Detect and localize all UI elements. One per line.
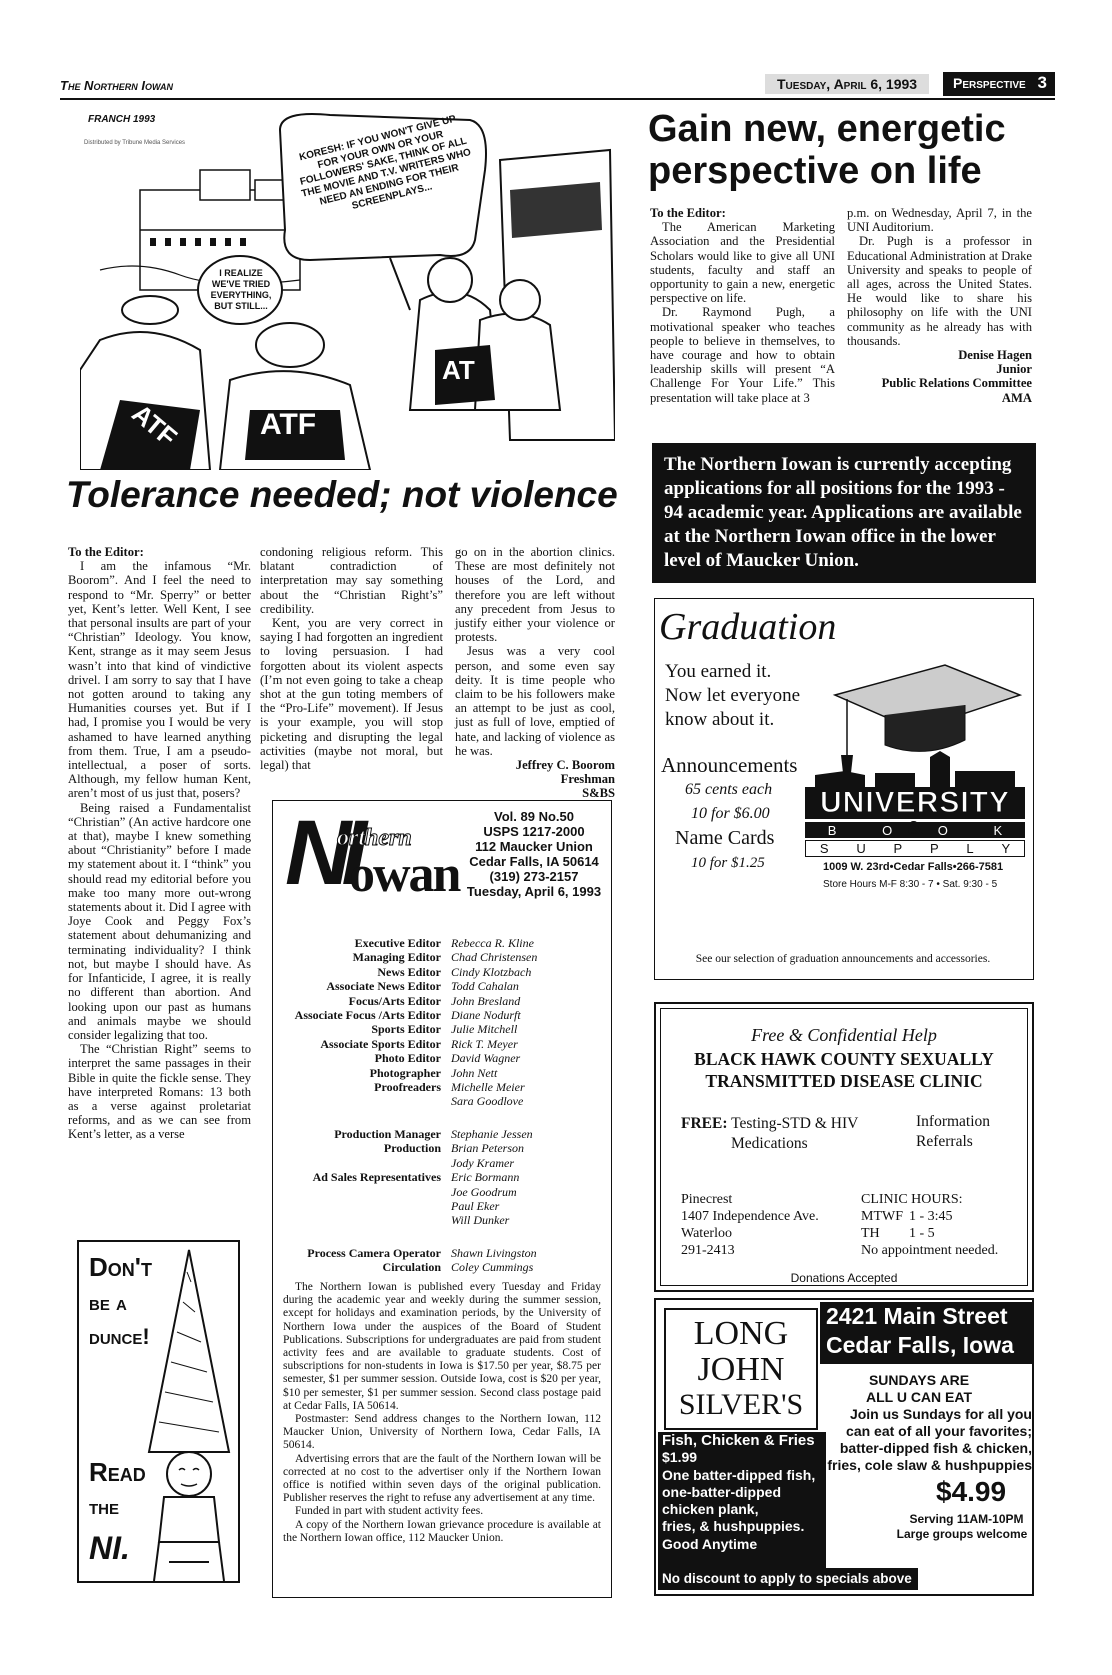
announcement-price-2: 10 for $6.00 [691,805,770,822]
signature-name: Jeffrey C. Boorom [515,758,615,773]
staff-row [273,1156,611,1170]
header-date: Tuesday, April 6, 1993 [765,74,929,94]
staff-role: Associate Focus /Arts Editor [294,1008,441,1023]
staff-name: Sara Goodlove [451,1094,524,1109]
masthead-date: Tuesday, April 6, 1993 [466,884,602,899]
dunce-line-2: be a [89,1290,127,1315]
cartoon-credit: Distributed by Tribune Media Services [84,140,186,146]
ljs-sundays-line: SUNDAYS ARE [868,1372,970,1388]
staff-row [273,1199,611,1213]
tolerance-para: condoning religious reform. This blatant contradiction of interpretation may say something about the “Christian Right’s” credibility. [260,545,443,616]
perspective-col-1 [650,206,835,405]
staff-row [273,994,611,1008]
tolerance-para: I am the infamous “Mr. Boorom”. And I feel the need to respond to “Mr. Sperry” or better yet, Kent’s letter. Well Kent, I see that personal insults are part of your “Christian” Ideology. You know, Kent, strange as it may seem Jesus wasn’t into that kind of vindictive drivel. I am sorry to say that I have not gotten around to taking any Humanities courses yet. But if I had, I promise you I would be very ashamed to have learned anything from them. True, I am a pseudo-intellectual, a poser of sorts. Although, my fellow human Kent, aren’t most of us just that, posers? [68,559,251,801]
supply-row [805,840,1025,857]
staff-role: Photo Editor [374,1051,441,1066]
staff-row [273,1066,611,1080]
announcement-price-1: 65 cents each [685,781,773,798]
staff-row [273,1008,611,1022]
staff-row [273,1170,611,1184]
staff-role: Executive Editor [354,936,441,950]
ljs-promo-line: Good Anytime [662,1535,758,1552]
editorial-cartoon [80,110,615,470]
masthead-city: Cedar Falls, IA 50614 [469,854,599,869]
ljs-promo-line: fries, & hushpuppies. [662,1518,805,1535]
clinic-info-1: Information [916,1113,991,1130]
clinic-hours-title: CLINIC HOURS: [861,1192,963,1207]
cartoon-balloon-1: KORESH: IF YOU WON'T GIVE UP FOR YOUR OWN OR YOUR FOLLOWERS' SAKE, THINK OF ALL THE MOVIE AND T.V. WRITERS WHO NEED AN ENDING FOR THEIR SCREENPLAYS... [298,113,473,212]
book-letter: B [827,822,837,838]
clinic-hours-note: No appointment needed. [861,1243,999,1258]
ljs-promo-line: One batter-dipped fish, [662,1466,816,1483]
university-logo [805,787,1025,855]
ljs-groups: Large groups welcome [896,1527,1028,1541]
staff-name: Cindy Klotzbach [451,964,532,979]
perspective-para: The American Marketing Association and the Presidential Scholars would like to give all UNI students, faculty and staff an opportunity to gain a new, energetic perspective on life. [650,220,835,306]
clinic-title-1: BLACK HAWK COUNTY SEXUALLY [694,1049,994,1069]
staff-role: Sports Editor [371,1022,441,1037]
ljs-sundays-line: ALL U CAN EAT [865,1389,973,1405]
staff-name: Coley Cummings [451,1260,534,1275]
tolerance-signature [455,758,615,801]
staff-role: Process Camera Operator [307,1245,441,1260]
signature-year: Freshman [560,772,615,787]
clinic-hours-row [861,1208,998,1225]
masthead-usps: USPS 1217-2000 [483,824,585,839]
university-hours: Store Hours M-F 8:30 - 7 • Sat. 9:30 - 5 [823,879,998,890]
ljs-promo-line: one-batter-dipped [662,1483,781,1500]
staff-role [273,1156,451,1170]
university-address: 1009 W. 23rd•Cedar Falls•266-7581 [823,861,1004,873]
masthead-vol: Vol. 89 No.50 [494,809,574,824]
dunce-line-1: Don't [89,1252,152,1282]
clinic-ad [654,1002,1034,1292]
book-letter: K [993,822,1003,838]
clinic-info-2: Referrals [916,1133,973,1150]
staff-row [273,1141,611,1155]
clinic-addr-line: Waterloo [681,1226,732,1241]
tolerance-para: Being raised a Fundamentalist “Christian” (An active hardcore one at that), maybe I knew something about “Christianity” before I made my statement about it. I “think” you should read my editorial before you make too many more out-wrong statements about it. Did I agree with Joye Cook and Peggy Fox’s statement about dehumanizing and terminating individuality? I think not, but maybe I should have. As for Infanticide, I agree, it is really no different than abortion. And looking upon our past as humans and animals maybe we should consider legalizing that too. [68,800,251,1042]
staff-row [273,1246,611,1260]
staff-name: Jody Kramer [451,1155,514,1170]
ljs-join-line: can eat of all your favorites; [846,1423,1032,1439]
staff-row [273,1051,611,1065]
tolerance-para: go on in the abortion clinics. These are most definitely not houses of the Lord, and therefore you are left without any precedent from Jesus to justify either your violence or protests. [455,545,615,645]
staff-row [273,1022,611,1036]
staff-row [273,965,611,979]
staff-name: Diane Nodurft [451,1008,521,1023]
policy-para: The Northern Iowan is published every Tuesday and Friday during the academic year and weekly during the summer session, except for holidays and examination periods, by the University of Northern Iowa under the auspices of the Board of Student Publications. Subscriptions for undergraduates are paid from student activity fees and are available to graduate students. Cost of subscriptions for non-students in Iowa is $17.50 per year, $8.75 per semester, $1 per summer session. Outside Iowa, cost is $20 per year, $10 per semester, $1 per summer session. Second class postage paid at Cedar Falls, IA 50614. [283,1281,601,1412]
staff-name: Julie Mitchell [451,1022,518,1037]
dunce-line-6: NI. [89,1530,130,1566]
campus-skyline-icon [805,751,1025,791]
staff-row [273,1094,611,1108]
page-header [60,70,1055,100]
book-letter: O [882,822,893,838]
policy-para: A copy of the Northern Iowan grievance procedure is available at the Northern Iowan office, 112 Maucker Union. [283,1518,601,1544]
clinic-hours-time: 1 - 3:45 [909,1209,953,1224]
staff-name: Rick T. Meyer [451,1036,518,1051]
signature-committee: Public Relations Committee [881,376,1032,391]
clinic-phone: 291-2413 [681,1243,735,1258]
clinic-free [681,1115,858,1133]
perspective-para: Dr. Raymond Pugh, a motivational speaker who teaches people to believe in themselves, to have courage and how to obtain leadership skills will present “A Challenge For Your Life.” This presentation will take place at 3 [650,305,835,405]
staff-name: Rebecca R. Kline [451,936,534,950]
policy-para: Advertising errors that are the fault of the Northern Iowan will be corrected at no cost to the advertiser only if the Northern Iowan office is notified within seven days of the original publication. Publisher reserves the right to refuse any advertisement at any time. [283,1452,601,1505]
staff-role [273,1185,451,1199]
tolerance-col-2 [260,545,443,772]
ljs-street: 2421 Main Street [826,1303,1008,1329]
staff-name: Stephanie Jessen [451,1126,533,1141]
staff-row [273,1127,611,1141]
graduation-line-3: know about it. [665,709,775,730]
staff-role [273,1094,451,1108]
staff-name: Shawn Livingston [451,1245,537,1260]
staff-name: Will Dunker [451,1213,510,1228]
supply-letter: Y [1001,841,1011,856]
ni-notice-text: The Northern Iowan is currently accepting applications for all positions for the 1993 - 94 academic year. Applications are available at the Northern Iowan office in the lower level of Maucker Union. [664,454,1022,571]
ljs-logo-line: SILVER'S [678,1388,804,1421]
policy-para: Postmaster: Send address changes to the Northern Iowan, 112 Maucker Union, University of Northern Iowa, Cedar Falls, IA 50614. [283,1413,601,1452]
staff-row [273,1213,611,1227]
masthead-phone: (319) 273-2157 [489,869,579,884]
staff-name: John Bresland [451,993,521,1008]
staff-name: Michelle Meier [451,1080,525,1095]
staff-role: Production Manager [334,1126,441,1141]
page-number: 3 [1037,73,1047,92]
ljs-address [820,1302,1032,1364]
ljs-promo-footer: No discount to apply to specials above [658,1568,918,1590]
staff-role: Focus/Arts Editor [348,993,441,1008]
cartoon-vest-atf-left: ATF [126,397,183,453]
ljs-price: $4.99 [936,1476,1007,1507]
staff-role: Ad Sales Representatives [312,1170,441,1185]
tolerance-para: The “Christian Right” seems to interpret the same passages in their Bible in quite the fickle sense. They have interpreted Romans: 13 both as a verse against proletariat reforms, and as we can see from Kent’s letter, as a verse [68,1042,251,1142]
cartoon-signature: FRANCH 1993 [88,114,156,125]
staff-role: Circulation [382,1260,441,1275]
staff-role: News Editor [377,964,441,979]
masthead-info [459,809,609,899]
cartoon-vest-atf: ATF [260,408,317,441]
name-cards-label: Name Cards [675,827,775,849]
ljs-ad [654,1298,1034,1596]
dunce-line-4: Read [89,1457,146,1487]
clinic-free-line-1: Testing-STD & HIV [731,1115,859,1132]
section-label [943,72,1055,96]
supply-letter: S [819,841,829,856]
section-name: Perspective [953,75,1026,91]
staff-row [273,1080,611,1094]
clinic-free-label: FREE: [681,1115,728,1132]
book-letter: O [937,822,948,838]
staff-name: Paul Eker [451,1198,500,1213]
staff-role: Associate Sports Editor [320,1036,441,1051]
staff-row [273,950,611,964]
graduation-title: Graduation [659,606,837,648]
ljs-promo [658,1432,826,1568]
staff-role [273,1199,451,1213]
ampersand: & [907,817,924,839]
clinic-hours-day: TH [861,1226,880,1241]
ljs-join-line: fries, cole slaw & hushpuppies [827,1457,1032,1473]
dunce-line-3: dunce! [89,1324,150,1349]
staff-name: Chad Christensen [451,950,538,965]
perspective-col-2 [847,206,1032,405]
staff-name: David Wagner [451,1051,521,1066]
clinic-tagline: Free & Confidential Help [751,1025,937,1045]
announcements-label: Announcements [661,753,798,777]
ljs-logo-line: LONG [693,1315,789,1352]
staff-name: Brian Peterson [451,1141,524,1156]
perspective-signature [847,348,1032,405]
dunce-line-5: the [89,1494,119,1519]
clinic-hours-day: MTWF [861,1209,903,1224]
tolerance-col-1 [68,545,251,1142]
cartoon-vest-at: AT [442,355,475,385]
graduation-footer: See our selection of graduation announcements and accessories. [695,953,991,965]
ljs-city: Cedar Falls, Iowa [826,1332,1014,1358]
supply-letter: L [966,841,974,856]
clinic-title-2: TRANSMITTED DISEASE CLINIC [705,1071,983,1091]
dunce-ad [77,1240,240,1583]
staff-name: Joe Goodrum [451,1184,517,1199]
policy-text [283,1281,601,1545]
signature-year: Junior [996,362,1032,377]
clinic-hours-time: 1 - 5 [909,1226,935,1241]
ljs-promo-price: $1.99 [662,1449,698,1466]
cartoon-balloon-2: I REALIZE WE'VE TRIED EVERYTHING, BUT STILL... [210,268,272,311]
staff-list [273,936,611,1275]
staff-role: Managing Editor [352,950,441,965]
perspective-headline: Gain new, energetic perspective on life [648,108,1006,192]
perspective-para: Dr. Pugh is a professor in Educational Administration at Drake University and speaks to people of all ages, across the United States. He would like to share his philosophy on life with the UNI community as he already has with thousands. [847,234,1033,348]
clinic-free-line-2: Medications [731,1135,808,1152]
clinic-addr-line: Pinecrest [681,1192,733,1207]
clinic-address [681,1191,819,1259]
clinic-donations: Donations Accepted [790,1271,898,1285]
staff-row [273,1037,611,1051]
logo-owan: owan [349,846,460,903]
logo-letters: NI [285,802,357,904]
masthead-logo [285,802,460,905]
clinic-hours [861,1191,998,1259]
tolerance-headline: Tolerance needed; not violence [66,474,618,515]
staff-name: Todd Cahalan [451,979,519,994]
staff-role: Proofreaders [374,1080,441,1095]
perspective-greeting: To the Editor: [650,206,726,220]
name-cards-price: 10 for $1.25 [691,855,765,871]
tolerance-para: Jesus was a very cool person, and some even say deity. It is time people who claim to be his followers make an attempt to be just as cool, just as full of love, emptied of hate, and lacking of violence as he was. [455,644,615,758]
ljs-serving: Serving 11AM-10PM [909,1512,1024,1526]
staff-role: Associate News Editor [326,979,441,994]
staff-row [273,1260,611,1274]
staff-name: Eric Bormann [451,1170,520,1185]
supply-letter: P [893,841,903,856]
staff-row [273,936,611,950]
graduation-line-1: You earned it. [665,661,772,682]
logo-orthern: orthern [337,825,412,851]
ljs-join-line: batter-dipped fish & chicken, [839,1440,1032,1456]
graduation-line-2: Now let everyone [665,685,801,706]
ljs-join-line: Join us Sundays for all you [849,1406,1032,1422]
supply-letter: U [856,841,866,856]
signature-org: AMA [1001,390,1032,405]
signature-college: S&BS [582,786,615,801]
paper-name: The Northern Iowan [60,78,174,93]
clinic-addr-line: 1407 Independence Ave. [681,1209,819,1224]
ljs-promo-title: Fish, Chicken & Fries [662,1432,815,1449]
staff-row [273,1185,611,1199]
supply-letter: P [929,841,939,856]
staff-row [273,979,611,993]
ljs-logo-line: JOHN [697,1351,785,1388]
tolerance-para: Kent, you are very correct in saying I had forgotten an ingredient to loving persuasion. I had forgotten about its violent aspects (I’m not even going to take a cheap shot at the gun toting members of the “Pro-Life” movement). If Jesus is your example, you will stop picketing and disrupting the legal activities (maybe not moral, but legal) that [260,616,443,773]
signature-name: Denise Hagen [958,348,1032,363]
ni-notice [652,443,1036,583]
graduation-ad [654,598,1034,980]
policy-para: Funded in part with student activity fees. [295,1505,484,1518]
tolerance-col-3 [455,545,615,801]
ljs-promo-line: chicken plank, [662,1501,759,1518]
tolerance-greeting: To the Editor: [68,545,144,559]
university-name: UNIVERSITY [805,787,1025,819]
staff-role [273,1213,451,1227]
masthead-box [272,800,612,1598]
masthead-address: 112 Maucker Union [475,839,593,854]
perspective-para: p.m. on Wednesday, April 7, in the UNI Auditorium. [847,206,1032,235]
staff-name: John Nett [451,1065,498,1080]
ljs-logo [664,1308,818,1430]
clinic-hours-row [861,1225,998,1242]
staff-role: Production [383,1141,441,1156]
staff-role: Photographer [369,1065,441,1080]
ljs-sundays [806,1372,1032,1474]
